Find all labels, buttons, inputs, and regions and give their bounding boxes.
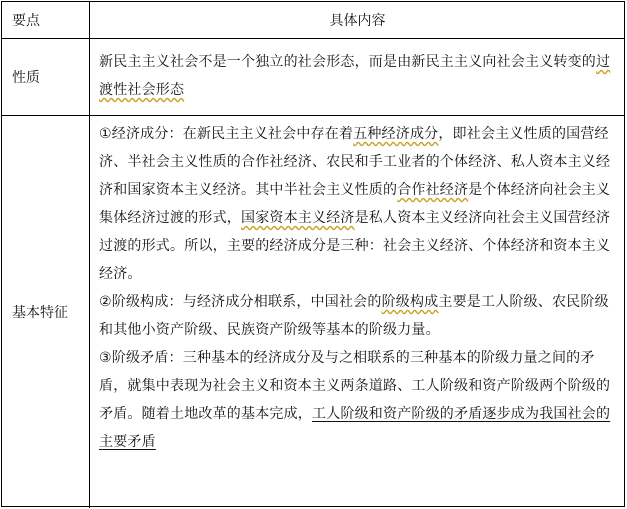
economy-text-1: ①经济成分：在新民主主义社会中存在着 [99, 126, 354, 142]
economy-text-2: ，即社会主义性质的国营经济、半社会主义性质的合作社经济、农民和手工业者的个体经济、私人资本主义经济和国家资本主义经济。其中半社会主义性质的 [99, 126, 611, 198]
features-label-cell [2, 116, 90, 508]
economy-highlight-1: 五种经济成分 [353, 126, 439, 142]
nature-text [99, 48, 616, 104]
contradiction-highlight-1: 工人阶级和资产阶级的矛盾逐步成为我国社会的主要矛盾 [99, 406, 611, 450]
table-header-row [2, 2, 624, 39]
features-label: 基本特征 [12, 305, 68, 321]
header-point-label: 要点 [12, 13, 40, 29]
nature-content-cell [90, 39, 624, 115]
economy-text-3: 是个体经济向社会主义集体经济过渡的形式， [99, 182, 611, 226]
features-row [2, 116, 624, 508]
nature-label: 性质 [12, 70, 40, 86]
class-text-2: 主要是工人阶级、农民阶级和其他小资产阶级、民族资产阶级等基本的阶级力量。 [99, 294, 609, 338]
contradiction-text-1: ③阶级矛盾：三种基本的经济成分及与之相联系的三种基本的阶级力量之间的矛盾，就集中表现为社会主义和资本主义两条道路、工人阶级和资产阶级两个阶级的矛盾。随着土地改革的基本完成， [99, 350, 611, 422]
header-content-label: 具体内容 [329, 13, 386, 29]
nature-row [2, 39, 624, 116]
nature-label-cell [2, 39, 90, 115]
contradiction-paragraph [99, 344, 616, 456]
nature-text-a: 新民主主义社会不是一个独立的社会形态，而是由新民主主义向社会主义转变的 [99, 54, 596, 70]
nature-text-b: 过渡性社会形态 [99, 54, 611, 98]
class-highlight-1: 阶级构成 [381, 294, 439, 310]
economy-highlight-2: 合作社经济 [397, 182, 469, 198]
economy-text-4: 是私人资本主义经济向社会主义国营经济过渡的形式。所以，主要的经济成分是三种：社会主义经济、个体经济和资本主义经济。 [99, 210, 611, 282]
features-content-cell [90, 116, 624, 508]
class-text-1: ②阶级构成：与经济成分相联系，中国社会的 [99, 294, 382, 310]
economy-paragraph [99, 120, 616, 288]
economy-highlight-3: 国家资本主义经济 [241, 210, 355, 226]
content-table [1, 1, 625, 507]
header-content-cell [90, 2, 624, 38]
class-paragraph [99, 288, 616, 344]
header-point-cell [2, 2, 90, 38]
